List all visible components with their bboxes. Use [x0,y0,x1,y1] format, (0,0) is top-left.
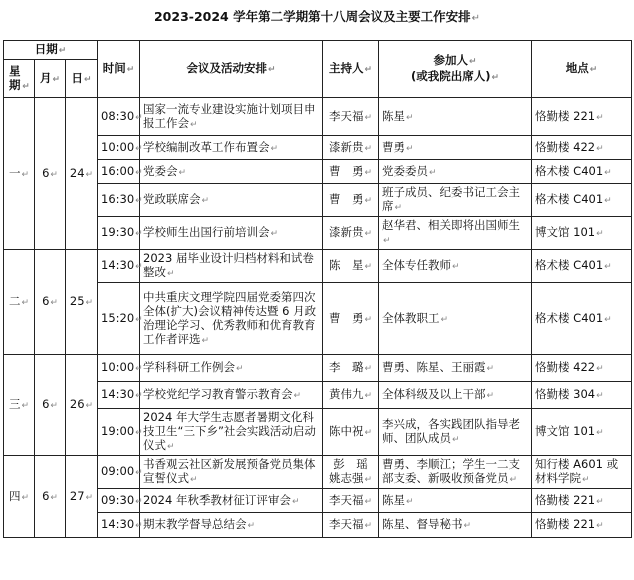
agenda-cell: 学校编制改革工作布置会↵ [140,136,323,160]
location-cell: 博文馆 101↵ [532,409,632,456]
event-row [4,184,632,217]
location-header: 地点↵ [532,41,632,98]
day-cell: 27↵ [66,456,98,538]
event-row [4,136,632,160]
page-title: 2023-2024 学年第二学期第十八周会议及主要工作安排↵ [153,9,480,24]
host-cell: 漆新贵↵ [323,136,379,160]
event-row [4,250,632,283]
event-row [4,98,632,136]
host-cell: 陈 星↵ [323,250,379,283]
day-cell: 24↵ [66,98,98,250]
host-cell: 彭 瑶 姚志强↵ [323,456,379,489]
time-cell: 14:30↵ [98,250,140,283]
location-cell: 恪勤楼 304↵ [532,382,632,409]
agenda-header: 会议及活动安排↵ [140,41,323,98]
time-cell: 09:00↵ [98,456,140,489]
weekday-cell: 三↵ [4,355,35,456]
host-cell: 李 璐↵ [323,355,379,382]
participants-cell: 曹勇↵ [379,136,532,160]
month-cell: 6↵ [35,456,66,538]
time-cell: 16:00↵ [98,160,140,184]
time-cell: 19:00↵ [98,409,140,456]
time-cell: 15:20↵ [98,283,140,355]
day-cell: 25↵ [66,250,98,355]
host-cell: 李天福↵ [323,98,379,136]
time-cell: 14:30↵ [98,513,140,538]
weekday-cell: 一↵ [4,98,35,250]
participants-cell: 党委委员↵ [379,160,532,184]
title-text: 2023-2024 学年第二学期第十八周会议及主要工作安排 [153,9,471,24]
participants-cell: 全体专任教师↵ [379,250,532,283]
participants-cell: 赵华君、相关即将出国师生↵ [379,217,532,250]
location-cell: 恪勤楼 221↵ [532,98,632,136]
agenda-cell: 国家一流专业建设实施计划项目申报工作会↵ [140,98,323,136]
time-cell: 08:30↵ [98,98,140,136]
location-cell: 恪勤楼 221↵ [532,513,632,538]
location-cell: 恪勤楼 422↵ [532,355,632,382]
location-cell: 格术楼 C401↵ [532,250,632,283]
participants-header: 参加人↵ (或我院出席人)↵ [379,41,532,98]
schedule-table [3,40,632,538]
location-cell: 格术楼 C401↵ [532,283,632,355]
month-cell: 6↵ [35,98,66,250]
agenda-cell: 学校党纪学习教育警示教育会↵ [140,382,323,409]
agenda-cell: 2024 年大学生志愿者暑期文化科技卫生“三下乡”社会实践活动启动仪式↵ [140,409,323,456]
time-header: 时间↵ [98,41,140,98]
participants-cell: 曹勇、李顺江；学生一二支部支委、新吸收预备党员↵ [379,456,532,489]
weekday-cell: 二↵ [4,250,35,355]
time-cell: 10:00↵ [98,136,140,160]
host-cell: 曹 勇↵ [323,160,379,184]
agenda-cell: 党政联席会↵ [140,184,323,217]
host-cell: 李天福↵ [323,489,379,513]
time-cell: 16:30↵ [98,184,140,217]
event-row [4,355,632,382]
event-row [4,217,632,250]
location-cell: 知行楼 A601 或材料学院↵ [532,456,632,489]
month-cell: 6↵ [35,250,66,355]
schedule-body [4,41,632,538]
event-row [4,382,632,409]
participants-cell: 陈星、督导秘书↵ [379,513,532,538]
event-row [4,160,632,184]
agenda-cell: 期末教学督导总结会↵ [140,513,323,538]
date-group-header: 日期↵ [4,41,98,60]
time-cell: 14:30↵ [98,382,140,409]
location-cell: 格术楼 C401↵ [532,160,632,184]
host-cell: 曹 勇↵ [323,184,379,217]
event-row [4,489,632,513]
participants-cell: 李兴成，各实践团队指导老师、团队成员↵ [379,409,532,456]
weekday-cell: 四↵ [4,456,35,538]
host-cell: 漆新贵↵ [323,217,379,250]
host-header: 主持人↵ [323,41,379,98]
location-cell: 恪勤楼 422↵ [532,136,632,160]
agenda-cell: 学校师生出国行前培训会↵ [140,217,323,250]
participants-cell: 曹勇、陈星、王丽霞↵ [379,355,532,382]
event-row [4,513,632,538]
month-cell: 6↵ [35,355,66,456]
event-row [4,409,632,456]
host-cell: 曹 勇↵ [323,283,379,355]
event-row [4,283,632,355]
agenda-cell: 学科科研工作例会↵ [140,355,323,382]
agenda-cell: 2023 届毕业设计归档材料和试卷整改↵ [140,250,323,283]
time-cell: 19:30↵ [98,217,140,250]
agenda-cell: 2024 年秋季教材征订评审会↵ [140,489,323,513]
participants-cell: 全体教职工↵ [379,283,532,355]
agenda-cell: 书香观云社区新发展预备党员集体宣誓仪式↵ [140,456,323,489]
host-cell: 黄伟九↵ [323,382,379,409]
location-cell: 博文馆 101↵ [532,217,632,250]
time-cell: 10:00↵ [98,355,140,382]
agenda-cell: 党委会↵ [140,160,323,184]
month-header: 月↵ [35,60,66,98]
participants-cell: 陈星↵ [379,98,532,136]
location-cell: 格术楼 C401↵ [532,184,632,217]
participants-cell: 班子成员、纪委书记工会主席↵ [379,184,532,217]
weekday-header: 星期 ↵ [4,60,35,98]
header-row-dates [4,41,632,60]
host-cell: 李天福↵ [323,513,379,538]
agenda-cell: 中共重庆文理学院四届党委第四次全体(扩大)会议精神传达暨 6 月政治理论学习、优秀教师和优育教育工作者评选↵ [140,283,323,355]
location-cell: 恪勤楼 221↵ [532,489,632,513]
participants-cell: 全体科级及以上干部↵ [379,382,532,409]
host-cell: 陈中祝↵ [323,409,379,456]
day-cell: 26↵ [66,355,98,456]
event-row [4,456,632,489]
participants-cell: 陈星↵ [379,489,532,513]
day-header: 日↵ [66,60,98,98]
time-cell: 09:30↵ [98,489,140,513]
